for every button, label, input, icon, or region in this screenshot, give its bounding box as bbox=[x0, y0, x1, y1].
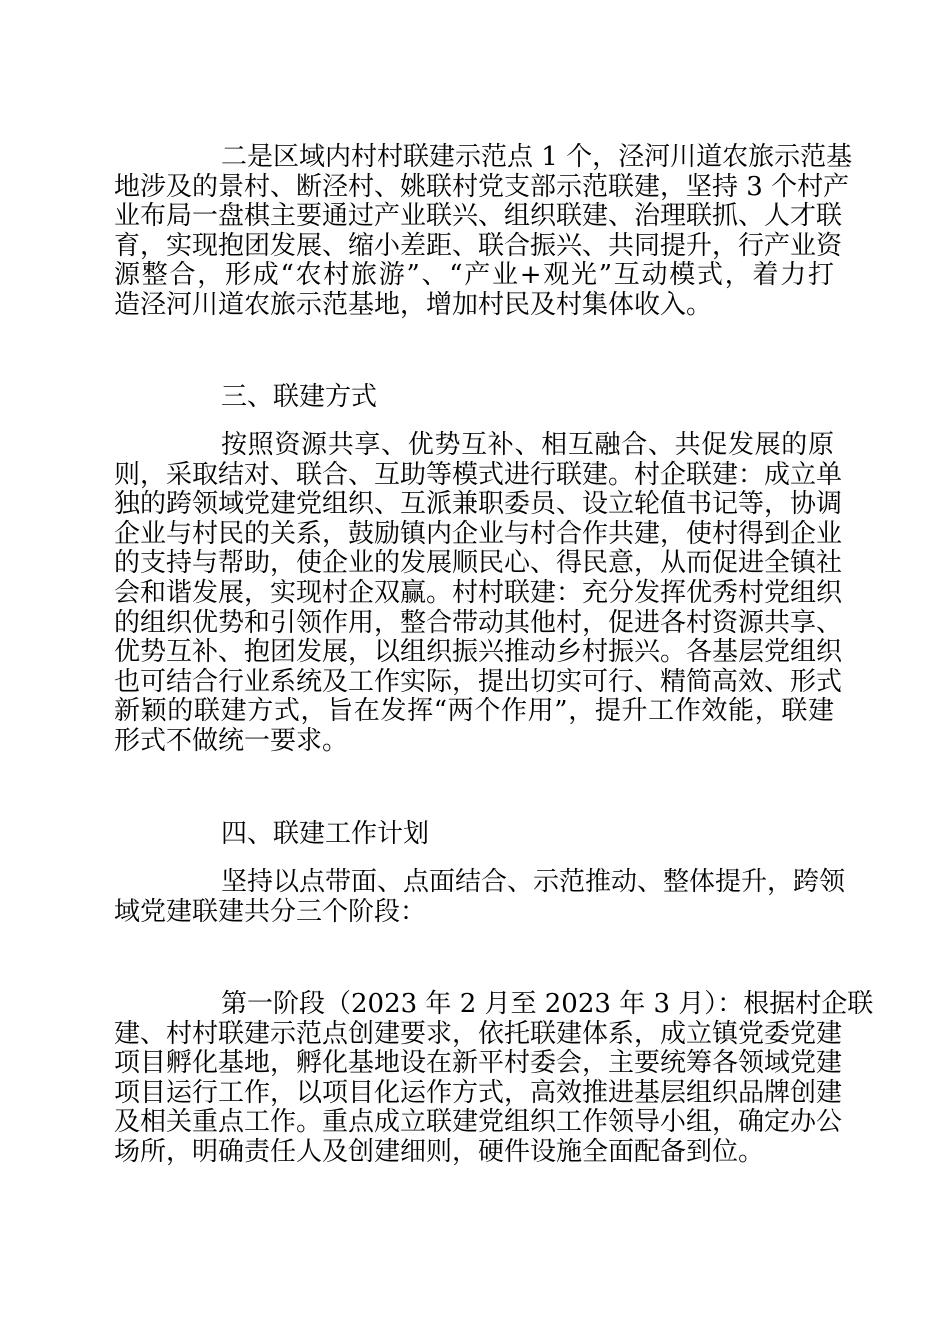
text-line: 优势互补、抱团发展，以组织振兴推动乡村振兴。各基层党组织 bbox=[114, 637, 843, 668]
text-line: 二是区域内村村联建示范点 1 个，泾河川道农旅示范基 bbox=[221, 142, 853, 172]
text-line: 项目孵化基地，孵化基地设在新平村委会，主要统筹各领域党建 bbox=[114, 1048, 843, 1079]
text-line: 及相关重点工作。重点成立联建党组织工作领导小组，确定办公 bbox=[114, 1107, 843, 1138]
text-line: 坚持以点带面、点面结合、示范推动、整体提升，跨领 bbox=[221, 867, 846, 897]
text-line: 形式不做统一要求。 bbox=[114, 725, 349, 756]
paragraph-stage-one bbox=[114, 989, 874, 1168]
text-line: 造泾河川道农旅示范基地，增加村民及村集体收入。 bbox=[114, 289, 713, 320]
text-line: 会和谐发展，实现村企双赢。村村联建：充分发挥优秀村党组织 bbox=[114, 577, 843, 608]
text-line: 地涉及的景村、断泾村、姚联村党支部示范联建，坚持 3 个村产 bbox=[114, 171, 850, 202]
text-line: 独的跨领域党建党组织、互派兼职委员、设立轮值书记等，协调 bbox=[114, 489, 843, 520]
text-line: 建、村村联建示范点创建要求，依托联建体系，成立镇党委党建 bbox=[114, 1018, 843, 1049]
text-line: 的支持与帮助，使企业的发展顺民心、得民意，从而促进全镇社 bbox=[114, 548, 843, 579]
section-heading-4: 四、联建工作计划 bbox=[221, 819, 430, 849]
text-line: 育，实现抱团发展、缩小差距、联合振兴、共同提升，行产业资 bbox=[114, 230, 843, 261]
text-line: 域党建联建共分三个阶段： bbox=[114, 896, 427, 927]
text-line: 业布局一盘棋主要通过产业联兴、组织联建、治理联抓、人才联 bbox=[114, 201, 843, 232]
section-heading-3: 三、联建方式 bbox=[221, 382, 378, 412]
paragraph-linkage-method bbox=[114, 430, 843, 757]
text-line: 则，采取结对、联合、互助等模式进行联建。村企联建：成立单 bbox=[114, 459, 843, 490]
text-line: 第一阶段（2023 年 2 月至 2023 年 3 月）：根据村企联 bbox=[221, 989, 874, 1019]
paragraph-three-stages-intro bbox=[114, 867, 846, 927]
text-line: 也可结合行业系统及工作实际，提出切实可行、精简高效、形式 bbox=[114, 666, 843, 697]
text-line: 新颖的联建方式，旨在发挥“两个作用”，提升工作效能，联建 bbox=[114, 696, 834, 727]
text-line: 项目运行工作，以项目化运作方式，高效推进基层组织品牌创建 bbox=[114, 1077, 843, 1108]
text-line: 按照资源共享、优势互补、相互融合、共促发展的原 bbox=[221, 430, 834, 460]
paragraph-village-linkage bbox=[114, 142, 853, 321]
text-line: 源整合，形成“农村旅游”、“产业+观光”互动模式，着力打 bbox=[114, 260, 834, 291]
text-line: 场所，明确责任人及创建细则，硬件设施全面配备到位。 bbox=[114, 1136, 765, 1167]
text-line: 的组织优势和引领作用，整合带动其他村，促进各村资源共享、 bbox=[114, 607, 843, 638]
text-line: 企业与村民的关系，鼓励镇内企业与村合作共建，使村得到企业 bbox=[114, 518, 843, 549]
